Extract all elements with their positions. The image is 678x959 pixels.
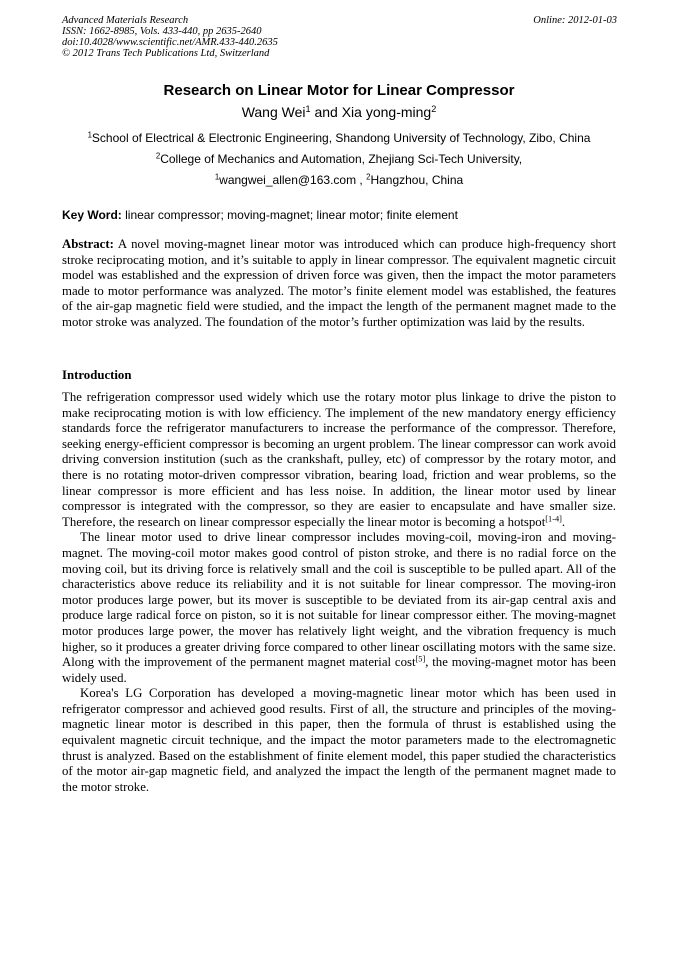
copyright-line: © 2012 Trans Tech Publications Ltd, Switzerland	[62, 48, 270, 59]
author-line	[0, 104, 678, 120]
issn-line: ISSN: 1662-8985, Vols. 433-440, pp 2635-2640	[62, 26, 262, 37]
paragraph-text: The refrigeration compressor used widely which use the rotary motor plus linkage to drive the piston to make reciprocating motion is with low efficiency. The implement of the new mandatory energy efficiency standards force the refrigerator manufacturers to increase the performance of the compressor. Therefore, seeking energy-efficient compressor is becoming an urgent problem. The linear compressor can work avoid driving conversion institution (such as the crankshaft, pulley, etc) of compressor by the rotary motor, and there is no rotating motor-driven compressor vibration, bearing load, friction and wear problems, so the linear compressor is more efficient and has less noise. In addition, the linear motor used by linear compressor is integrated with the compressor, so they are easier to encapsulate and have smaller size. Therefore, the research on linear compressor especially the linear motor is becoming a hotspot	[62, 390, 616, 529]
abstract	[62, 237, 616, 331]
paragraph-text: , the moving-magnet motor has been widely used.	[62, 655, 616, 685]
online-date: Online: 2012-01-03	[533, 15, 617, 26]
author-name: Xia yong-ming	[341, 104, 432, 120]
abstract-text: A novel moving-magnet linear motor was introduced which can produce high-frequency short stroke reciprocating motion, and it’s suitable to apply in linear compressor. The equivalent magnetic circuit model was established and the expression of driven force was given, then the impact the motor parameters made to motor performance was analyzed. The motor’s finite element model was established, the features of the air-gap magnetic field were studied, and the impact the length of the permanent magnet made to the motor stroke was analyzed. The foundation of the motor’s further optimization was laid by the results.	[62, 237, 616, 329]
paragraph	[62, 686, 616, 795]
paper-title: Research on Linear Motor for Linear Compressor	[163, 82, 515, 99]
affiliation-marker: 1	[214, 172, 220, 182]
affiliation-2	[0, 152, 678, 166]
doi-line: doi:10.4028/www.scientific.net/AMR.433-440.2635	[62, 37, 278, 48]
affiliation-marker: 1	[305, 104, 311, 114]
paragraph-text: .	[561, 514, 566, 529]
section-heading: Introduction	[62, 368, 132, 382]
journal-name: Advanced Materials Research	[62, 15, 189, 26]
author-email: wangwei_allen@163.com ,	[219, 173, 367, 187]
journal-header	[62, 15, 617, 59]
author-conjunction: and	[310, 104, 342, 120]
keywords	[62, 208, 617, 222]
abstract-label: Abstract:	[62, 237, 114, 251]
contact-line	[0, 173, 678, 187]
paragraph-text: Korea's LG Corporation has developed a moving-magnetic linear motor which has been used in refrigerator compressor and achieved good results. First of all, the structure and principles of the moving-magnetic linear motor is described in this paper, then the formula of thrust is established using the equivalent magnetic circuit technique, and the impact the motor parameters made to the electromagnetic thrust is analyzed. Based on the establishment of finite element model, this paper studied the characteristics of the motor air-gap magnetic field, and analyzed the impact the length of the permanent magnet made to the motor stroke.	[62, 686, 616, 794]
paragraph-text: The linear motor used to drive linear compressor includes moving-coil, moving-iron and moving-magnet. The moving-coil motor makes good control of piston stroke, and there is no radial force on the moving coil, but its driving force is relatively small and the coil is susceptible to be pulled apart. All of the characteristics above reduce its reliability and it is not suitable for linear compressor. The moving-iron motor produces large power, but its mover is susceptible to be deviated from its air-gap central axis and produce large radical force on piston, so it is not suitable for linear compressor either. The moving-magnet motor produces large power, the mover has relatively light weight, and the vibration frequency is much higher, so it produces a greater driving force compared to other linear oscillating motors with the same size. Along with the improvement of the permanent magnet material cost	[62, 530, 616, 670]
affiliation-marker: 1	[87, 130, 92, 140]
affiliation-text: College of Mechanics and Automation, Zhejiang Sci-Tech University,	[160, 152, 523, 166]
affiliation-city: Hangzhou, China	[370, 173, 464, 187]
citation: [5]	[415, 654, 426, 664]
citation: [1-4]	[545, 514, 562, 524]
affiliation-marker: 2	[431, 104, 437, 114]
affiliation-1	[0, 131, 678, 145]
affiliation-marker: 2	[155, 151, 161, 161]
introduction-body	[62, 390, 616, 795]
keywords-label: Key Word:	[62, 208, 122, 222]
keywords-text: linear compressor; moving-magnet; linear motor; finite element	[121, 208, 458, 222]
affiliation-text: School of Electrical & Electronic Engineering, Shandong University of Technology, Zibo, China	[91, 131, 591, 145]
author-name: Wang Wei	[241, 104, 306, 120]
affiliation-marker: 2	[366, 172, 371, 182]
paragraph	[62, 530, 616, 686]
paragraph	[62, 390, 616, 530]
